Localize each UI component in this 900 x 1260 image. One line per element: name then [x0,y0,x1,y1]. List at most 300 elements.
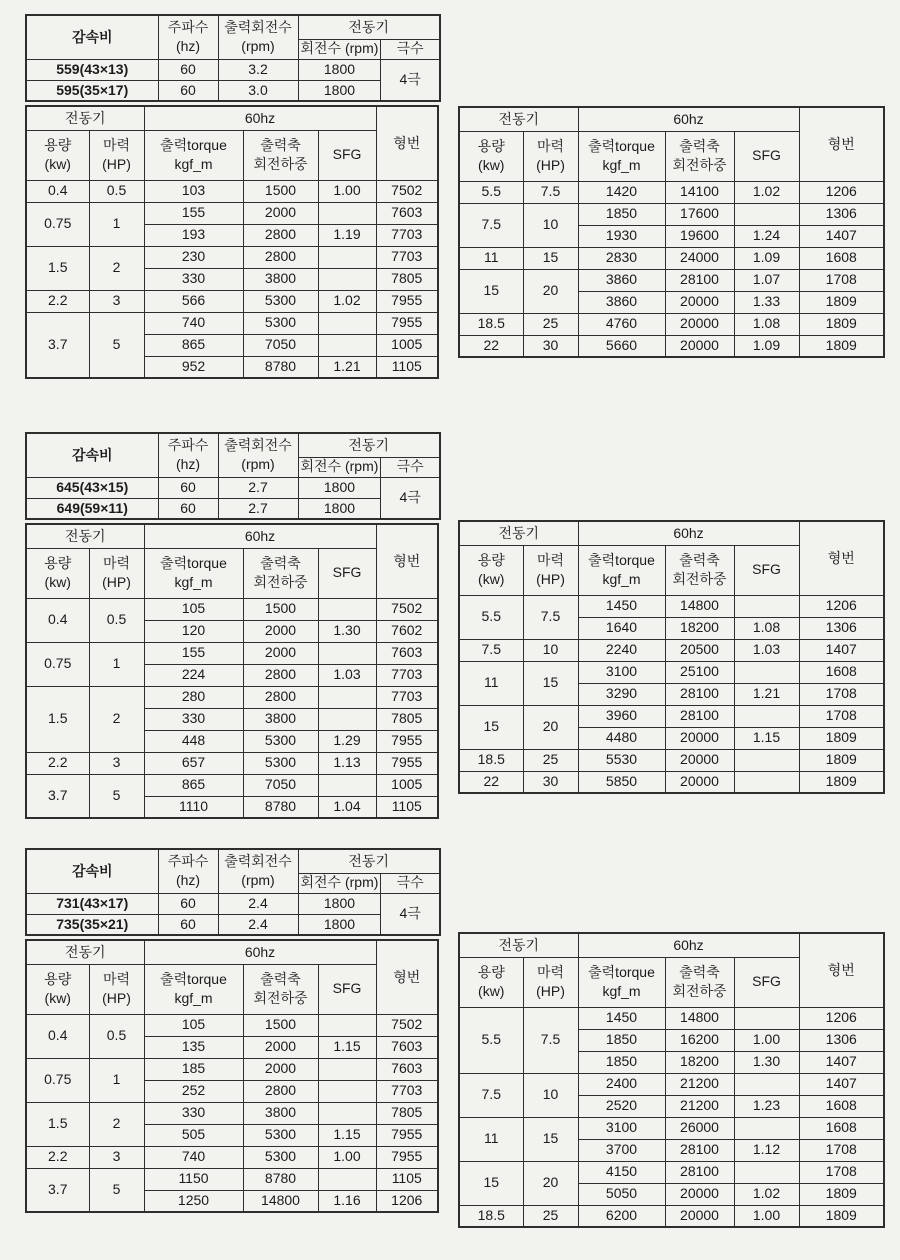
hp-cell: 5 [89,312,144,378]
shaft-load-cell: 18200 [665,617,734,639]
torque-cell: 3290 [578,683,665,705]
sfg-cell [734,771,799,793]
hp-cell: 7.5 [523,595,578,639]
shaft-load-cell: 2000 [243,1036,318,1058]
poles-header: 극수 [381,39,440,59]
spec-row [26,774,438,796]
torque-cell: 3860 [578,269,665,291]
sfg-cell: 1.15 [734,727,799,749]
torque-header-line1: 출력torque [588,552,655,569]
spec-row [459,639,884,661]
sfg-cell [734,1161,799,1183]
hp-cell: 0.5 [89,1014,144,1058]
spec-row [459,705,884,727]
shaft-load-cell: 20000 [665,1183,734,1205]
motor-header: 전동기 [459,933,578,957]
sfg-cell [734,661,799,683]
shaft-load-header-line2: 회전하중 [672,571,727,587]
sfg-cell [318,202,376,224]
shaft-load-cell: 14800 [665,595,734,617]
shaft-load-header-line2: 회전하중 [672,983,727,999]
spec-rows [459,1007,884,1227]
sfg-cell [318,1058,376,1080]
capacity-header [459,545,523,595]
capacity-kw-cell: 0.75 [26,642,89,686]
output-rpm-cell: 3.2 [218,59,298,80]
group-3-left-column [25,848,441,1213]
model-cell: 1005 [376,334,438,356]
hp-header-line1: 마력 [102,555,131,572]
torque-cell: 1450 [578,1007,665,1029]
model-cell: 7955 [376,1146,438,1168]
capacity-header [459,957,523,1007]
sfg-cell: 1.00 [734,1029,799,1051]
model-cell: 7805 [376,708,438,730]
model-cell: 7955 [376,730,438,752]
capacity-kw-cell: 5.5 [459,1007,523,1073]
output-rpm-header-line1: 출력회전수 [224,853,292,870]
torque-cell: 3700 [578,1139,665,1161]
model-header: 형번 [376,940,438,1014]
spec-rows [459,181,884,357]
model-cell: 7955 [376,290,438,312]
torque-cell: 5050 [578,1183,665,1205]
hp-header-line1: 마력 [536,552,565,569]
sfg-cell: 1.02 [318,290,376,312]
torque-header-line1: 출력torque [160,971,227,988]
model-cell: 7955 [376,1124,438,1146]
hp-header-line1: 마력 [536,964,565,981]
torque-cell: 103 [144,180,243,202]
capacity-header-line1: 용량 [44,971,72,988]
model-cell: 1809 [799,1205,884,1227]
capacity-kw-cell: 2.2 [26,752,89,774]
capacity-kw-cell: 18.5 [459,313,523,335]
model-cell: 7603 [376,1058,438,1080]
hp-cell: 1 [89,1058,144,1102]
torque-cell: 865 [144,334,243,356]
spec-rows [459,595,884,793]
sfg-header: SFG [318,548,376,598]
motor-rpm-cell: 1800 [298,498,381,519]
sfg-cell: 1.19 [318,224,376,246]
ratio-table [25,848,441,936]
hp-header [523,545,578,595]
torque-cell: 155 [144,642,243,664]
group-2-right-column [458,517,885,794]
torque-cell: 193 [144,224,243,246]
torque-cell: 4150 [578,1161,665,1183]
frequency-header-line1: 주파수 [167,437,209,454]
motor-spec-table [458,932,885,1228]
motor-rpm-header: 회전수 (rpm) [298,39,381,59]
sfg-cell: 1.02 [734,181,799,203]
hp-cell: 1 [89,202,144,246]
model-cell: 7703 [376,664,438,686]
shaft-load-header [665,957,734,1007]
shaft-load-header [665,545,734,595]
ratio-rows [26,477,440,519]
output-rpm-header-line2: (rpm) [241,38,275,55]
motor-spec-table [458,106,885,358]
sfg-cell [734,1007,799,1029]
spec-row [26,598,438,620]
hp-header-line1: 마력 [102,137,131,154]
sfg-cell [318,1080,376,1102]
capacity-kw-cell: 15 [459,269,523,313]
sfg-header: SFG [734,545,799,595]
model-cell: 1809 [799,335,884,357]
frequency-header [158,433,218,477]
spec-row [26,180,438,202]
hp-cell: 2 [89,686,144,752]
capacity-header-line1: 용량 [477,552,505,569]
torque-header [144,964,243,1014]
sfg-cell: 1.08 [734,617,799,639]
model-header: 형번 [799,521,884,595]
ratio-table [25,14,441,102]
spec-rows [26,180,438,378]
sfg-cell: 1.29 [318,730,376,752]
sfg-cell: 1.16 [318,1190,376,1212]
shaft-load-cell: 5300 [243,1146,318,1168]
spec-row [26,1058,438,1080]
frequency-header-line1: 주파수 [167,19,209,36]
sfg-cell [734,749,799,771]
spec-row [459,335,884,357]
shaft-load-cell: 3800 [243,268,318,290]
shaft-load-cell: 3800 [243,708,318,730]
torque-cell: 1850 [578,1029,665,1051]
torque-header-line1: 출력torque [160,137,227,154]
ratio-value-cell: 645(43×15) [26,477,158,498]
motor-rpm-cell: 1800 [298,477,381,498]
output-rpm-cell: 2.4 [218,914,298,935]
sfg-cell [318,642,376,664]
torque-cell: 1250 [144,1190,243,1212]
shaft-load-cell: 8780 [243,796,318,818]
motor-spec-table [25,523,439,819]
hp-header-line2: (HP) [102,156,131,172]
shaft-load-cell: 1500 [243,180,318,202]
model-cell: 7602 [376,620,438,642]
capacity-header-line1: 용량 [44,555,72,572]
motor-rpm-cell: 1800 [298,80,381,101]
spec-row [26,312,438,334]
output-rpm-cell: 2.7 [218,498,298,519]
shaft-load-cell: 2800 [243,664,318,686]
shaft-load-cell: 8780 [243,356,318,378]
torque-cell: 3100 [578,1117,665,1139]
ratio-row [26,893,440,914]
sfg-cell [734,203,799,225]
model-cell: 1809 [799,749,884,771]
spec-row [459,1073,884,1095]
ratio-value-cell: 559(43×13) [26,59,158,80]
frequency-header [158,849,218,893]
hp-cell: 2 [89,1102,144,1146]
torque-cell: 2520 [578,1095,665,1117]
hp-cell: 30 [523,335,578,357]
torque-header [578,545,665,595]
shaft-load-header-line1: 출력축 [260,137,301,154]
sfg-header: SFG [734,131,799,181]
model-cell: 1708 [799,1161,884,1183]
torque-header [144,130,243,180]
sfg-cell [318,774,376,796]
shaft-load-cell: 28100 [665,683,734,705]
sfg-cell: 1.13 [318,752,376,774]
hp-cell: 25 [523,749,578,771]
motor-group-header: 전동기 [298,433,440,457]
torque-header [578,957,665,1007]
sfg-cell: 1.09 [734,335,799,357]
ratio-value-cell: 649(59×11) [26,498,158,519]
capacity-kw-cell: 3.7 [26,1168,89,1212]
hp-header [89,548,144,598]
shaft-load-cell: 16200 [665,1029,734,1051]
sfg-cell [318,1014,376,1036]
model-cell: 1105 [376,796,438,818]
output-rpm-header-line1: 출력회전수 [224,437,292,454]
poles-header: 극수 [381,873,440,893]
model-cell: 1708 [799,269,884,291]
torque-cell: 5530 [578,749,665,771]
shaft-load-cell: 2800 [243,686,318,708]
torque-cell: 1450 [578,595,665,617]
frequency-cell: 60 [158,59,218,80]
shaft-load-cell: 2000 [243,620,318,642]
model-cell: 7805 [376,1102,438,1124]
hp-header-line1: 마력 [536,138,565,155]
capacity-kw-cell: 0.75 [26,1058,89,1102]
shaft-load-cell: 20500 [665,639,734,661]
output-rpm-header [218,433,298,477]
shaft-load-header-line1: 출력축 [679,964,720,981]
capacity-kw-cell: 2.2 [26,290,89,312]
shaft-load-cell: 19600 [665,225,734,247]
spec-row [459,595,884,617]
torque-cell: 448 [144,730,243,752]
sfg-cell: 1.03 [734,639,799,661]
group-3-right-column [458,929,885,1228]
spec-row [26,686,438,708]
capacity-kw-cell: 1.5 [26,246,89,290]
sfg-cell [734,1073,799,1095]
model-header: 형번 [376,106,438,180]
shaft-load-cell: 14800 [243,1190,318,1212]
sfg-cell: 1.02 [734,1183,799,1205]
torque-cell: 2240 [578,639,665,661]
shaft-load-cell: 5300 [243,290,318,312]
ratio-rows [26,59,440,101]
shaft-load-cell: 1500 [243,598,318,620]
torque-cell: 1110 [144,796,243,818]
hp-cell: 15 [523,661,578,705]
spec-row [26,202,438,224]
torque-header [578,131,665,181]
spec-row [459,247,884,269]
hp-cell: 3 [89,1146,144,1168]
sfg-cell: 1.30 [734,1051,799,1073]
shaft-load-header [243,964,318,1014]
sfg-cell: 1.08 [734,313,799,335]
capacity-header-line1: 용량 [477,964,505,981]
model-cell: 1809 [799,771,884,793]
shaft-load-header-line2: 회전하중 [253,156,308,172]
motor-header: 전동기 [459,107,578,131]
model-cell: 1407 [799,225,884,247]
sfg-cell: 1.21 [318,356,376,378]
spec-row [459,749,884,771]
shaft-load-cell: 20000 [665,291,734,313]
sfg-cell: 1.30 [318,620,376,642]
hp-cell: 2 [89,246,144,290]
model-cell: 7955 [376,312,438,334]
ratio-row [26,80,440,101]
model-cell: 1306 [799,617,884,639]
capacity-kw-cell: 3.7 [26,312,89,378]
sfg-cell: 1.15 [318,1124,376,1146]
sfg-cell [318,334,376,356]
capacity-kw-cell: 22 [459,335,523,357]
torque-cell: 566 [144,290,243,312]
torque-cell: 740 [144,1146,243,1168]
model-cell: 1608 [799,661,884,683]
ratio-value-cell: 731(43×17) [26,893,158,914]
model-cell: 1608 [799,1095,884,1117]
model-cell: 1105 [376,1168,438,1190]
torque-cell: 330 [144,268,243,290]
sfg-header: SFG [318,964,376,1014]
motor-rpm-cell: 1800 [298,914,381,935]
torque-cell: 3960 [578,705,665,727]
capacity-header-line2: (kw) [478,157,505,173]
shaft-load-cell: 20000 [665,313,734,335]
shaft-load-cell: 2800 [243,246,318,268]
torque-cell: 1850 [578,203,665,225]
capacity-kw-cell: 11 [459,247,523,269]
hp-cell: 5 [89,774,144,818]
spec-row [26,246,438,268]
capacity-header-line2: (kw) [478,571,505,587]
shaft-load-cell: 8780 [243,1168,318,1190]
capacity-kw-cell: 1.5 [26,686,89,752]
spec-row [26,1102,438,1124]
shaft-load-cell: 2800 [243,224,318,246]
output-rpm-header-line2: (rpm) [241,872,275,889]
hp-cell: 15 [523,247,578,269]
hp-cell: 20 [523,269,578,313]
torque-cell: 330 [144,708,243,730]
spec-row [459,1161,884,1183]
group-1-left-column [25,14,441,379]
spec-row [459,313,884,335]
torque-cell: 3860 [578,291,665,313]
model-cell: 7502 [376,1014,438,1036]
model-cell: 7955 [376,752,438,774]
torque-cell: 1420 [578,181,665,203]
spec-row [26,1168,438,1190]
capacity-kw-cell: 0.4 [26,180,89,202]
model-cell: 1809 [799,291,884,313]
sfg-cell [318,268,376,290]
spec-row [459,1205,884,1227]
torque-cell: 1930 [578,225,665,247]
hp-header-line2: (HP) [536,571,565,587]
shaft-load-cell: 5300 [243,752,318,774]
hp-header-line1: 마력 [102,971,131,988]
spec-rows [26,1014,438,1212]
model-cell: 1407 [799,1051,884,1073]
capacity-kw-cell: 7.5 [459,203,523,247]
capacity-kw-cell: 5.5 [459,181,523,203]
spec-row [459,203,884,225]
motor-group-header: 전동기 [298,15,440,39]
frequency-header-line2: (hz) [175,872,201,889]
model-cell: 7805 [376,268,438,290]
torque-cell: 105 [144,598,243,620]
hp-header [89,964,144,1014]
poles-cell: 4극 [381,893,440,935]
shaft-load-cell: 2000 [243,1058,318,1080]
hp-cell: 20 [523,1161,578,1205]
ratio-rows [26,893,440,935]
output-rpm-cell: 2.4 [218,893,298,914]
shaft-load-header-line1: 출력축 [260,555,301,572]
sfg-cell [318,1102,376,1124]
hp-cell: 0.5 [89,598,144,642]
model-cell: 1407 [799,1073,884,1095]
torque-cell: 5850 [578,771,665,793]
model-cell: 1206 [376,1190,438,1212]
model-header: 형번 [799,107,884,181]
torque-header-line2: kgf_m [174,156,213,172]
model-cell: 1206 [799,595,884,617]
shaft-load-cell: 24000 [665,247,734,269]
torque-cell: 740 [144,312,243,334]
hp-cell: 1 [89,642,144,686]
torque-cell: 105 [144,1014,243,1036]
torque-cell: 280 [144,686,243,708]
frequency-cell: 60 [158,477,218,498]
shaft-load-header [243,130,318,180]
shaft-load-cell: 5300 [243,1124,318,1146]
sfg-cell: 1.03 [318,664,376,686]
capacity-kw-cell: 7.5 [459,639,523,661]
motor-rpm-cell: 1800 [298,59,381,80]
hp-cell: 5 [89,1168,144,1212]
hp-header [523,131,578,181]
sfg-cell [318,686,376,708]
shaft-load-cell: 17600 [665,203,734,225]
shaft-load-cell: 25100 [665,661,734,683]
sfg-cell: 1.09 [734,247,799,269]
output-rpm-header [218,15,298,59]
capacity-header [26,964,89,1014]
frequency-cell: 60 [158,914,218,935]
shaft-load-cell: 21200 [665,1095,734,1117]
torque-header-line2: kgf_m [174,990,213,1006]
capacity-kw-cell: 15 [459,1161,523,1205]
capacity-kw-cell: 1.5 [26,1102,89,1146]
capacity-kw-cell: 0.4 [26,1014,89,1058]
spec-row [26,290,438,312]
frequency-header-line2: (hz) [175,38,201,55]
model-cell: 7502 [376,180,438,202]
motor-rpm-header: 회전수 (rpm) [298,873,381,893]
shaft-load-header [665,131,734,181]
